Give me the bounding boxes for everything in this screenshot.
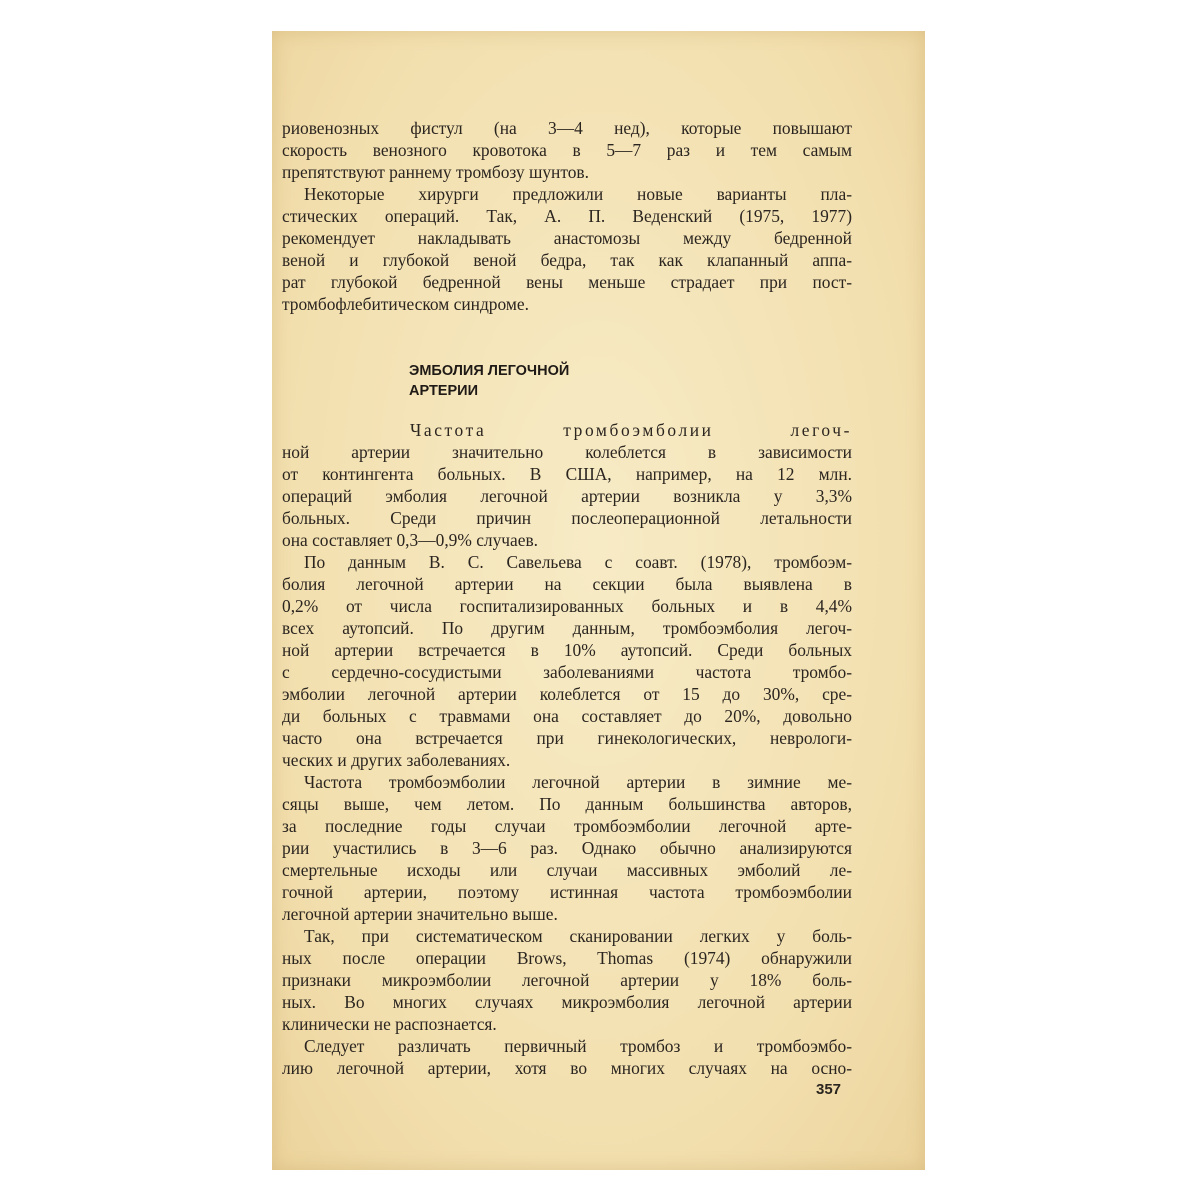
text-line: стических операций. Так, А. П. Веденский (1975, 1977) [282, 206, 852, 226]
text-line: препятствуют раннему тромбозу шунтов. [282, 162, 589, 182]
text-line: Частота тромбоэмболии легочной артерии в зимние ме- [304, 772, 852, 792]
text-line: смертельные исходы или случаи массивных эмболий ле- [282, 860, 852, 880]
text-line: больных. Среди причин послеоперационной летальности [282, 508, 852, 528]
text-line: рии участились в 3—6 раз. Однако обычно анализируются [282, 838, 852, 858]
book-page [272, 31, 925, 1170]
text-line: с сердечно-сосудистыми заболеваниями частота тромбо- [282, 662, 852, 682]
text-line: от контингента больных. В США, например, на 12 млн. [282, 464, 852, 484]
text-line: По данным В. С. Савельева с соавт. (1978), тромбоэм- [304, 552, 852, 572]
text-line: болия легочной артерии на секции была выявлена в [282, 574, 852, 594]
text-line: лию легочной артерии, хотя во многих случаях на осно- [282, 1058, 852, 1078]
paragraph-block-main [282, 419, 852, 1079]
section-heading-line-1: ЭМБОЛИЯ ЛЕГОЧНОЙ [409, 363, 570, 379]
text-line: ной артерии значительно колеблется в зависимости [282, 442, 852, 462]
text-line: клинически не распознается. [282, 1014, 497, 1034]
text-line: всех аутопсий. По другим данным, тромбоэмболия легоч- [282, 618, 852, 638]
page-number: 357 [816, 1081, 842, 1098]
text-line: признаки микроэмболии легочной артерии у 18% боль- [282, 970, 852, 990]
text-line: она составляет 0,3—0,9% случаев. [282, 530, 539, 550]
text-line: легочной артерии значительно выше. [282, 904, 558, 924]
text-line: 0,2% от числа госпитализированных больных и в 4,4% [282, 596, 852, 616]
text-line: веной и глубокой веной бедра, так как клапанный аппа- [282, 250, 852, 270]
text-line: Частота тромбоэмболии легоч- [410, 420, 852, 440]
text-line: ных. Во многих случаях микроэмболия легочной артерии [282, 992, 852, 1012]
text-line: рекомендует накладывать анастомозы между бедренной [282, 228, 852, 248]
text-line: Некоторые хирурги предложили новые варианты пла- [304, 184, 852, 204]
text-line: скорость венозного кровотока в 5—7 раз и тем самым [282, 140, 852, 160]
text-line: тромбофлебитическом синдроме. [282, 294, 529, 314]
text-line: гочной артерии, поэтому истинная частота тромбоэмболии [282, 882, 852, 902]
text-line: рат глубокой бедренной вены меньше страдает при пост- [282, 272, 852, 292]
text-line: операций эмболия легочной артерии возникла у 3,3% [282, 486, 852, 506]
text-line: часто она встречается при гинекологических, неврологи- [282, 728, 852, 748]
text-line: ческих и других заболеваниях. [282, 750, 511, 770]
paragraph-block-top [282, 117, 852, 315]
text-line: ной артерии встречается в 10% аутопсий. Среди больных [282, 640, 852, 660]
text-line: ных после операции Brows, Thomas (1974) обнаружили [282, 948, 852, 968]
section-heading-line-2: АРТЕРИИ [409, 383, 478, 399]
text-line: эмболии легочной артерии колеблется от 15 до 30%, сре- [282, 684, 852, 704]
text-line: Следует различать первичный тромбоз и тромбоэмбо- [304, 1036, 852, 1056]
text-line: Так, при систематическом сканировании легких у боль- [304, 926, 852, 946]
text-line: за последние годы случаи тромбоэмболии легочной арте- [282, 816, 852, 836]
text-line: ди больных с травмами она составляет до 20%, довольно [282, 706, 852, 726]
text-line: сяцы выше, чем летом. По данным большинства авторов, [282, 794, 852, 814]
section-heading [409, 361, 569, 401]
text-line: риовенозных фистул (на 3—4 нед), которые повышают [282, 118, 852, 138]
